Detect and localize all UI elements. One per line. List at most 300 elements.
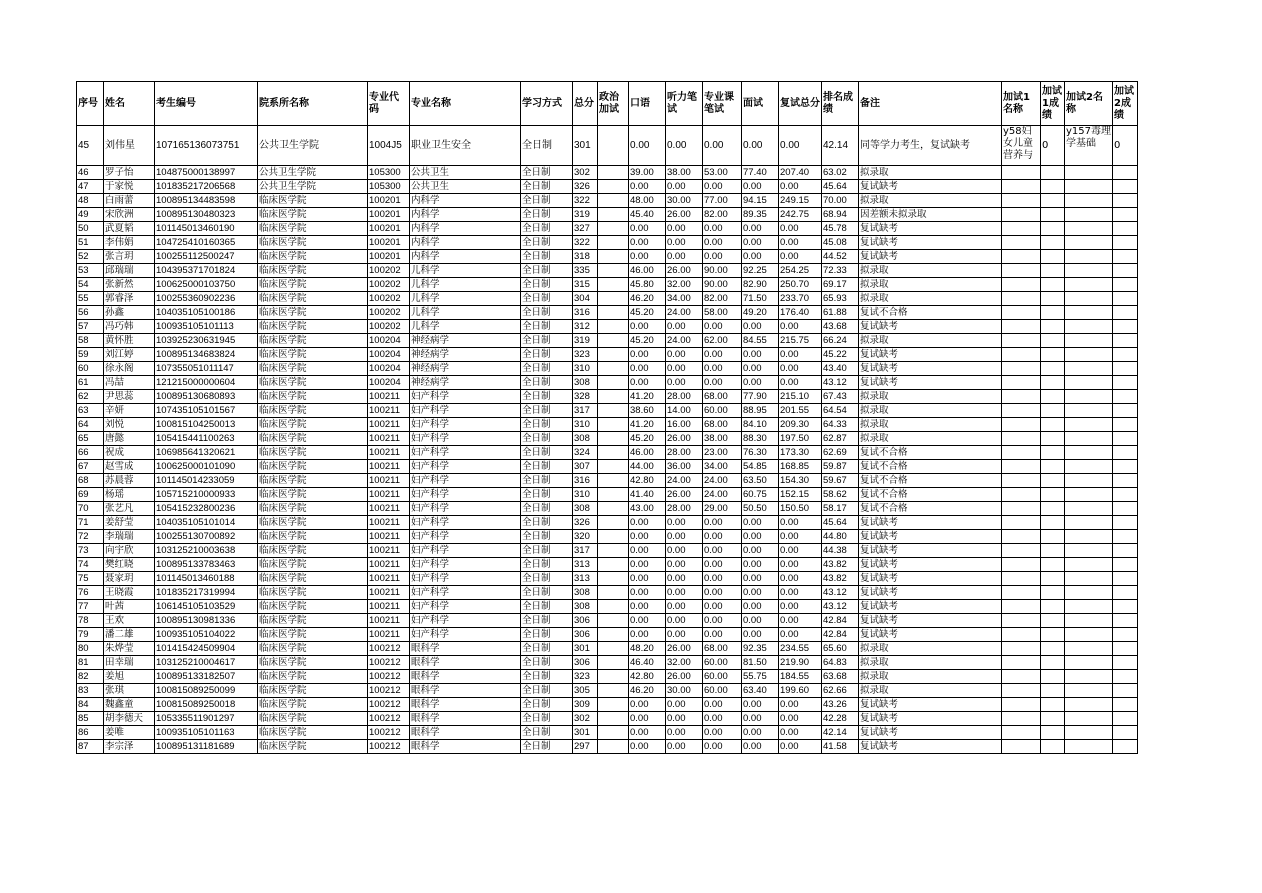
table-cell: 106145105103529	[155, 600, 258, 614]
table-cell	[1041, 600, 1065, 614]
table-cell: 215.75	[779, 334, 822, 348]
table-cell: 1004J5	[368, 126, 410, 166]
table-cell: 70.00	[822, 194, 859, 208]
table-cell: 0.00	[629, 376, 666, 390]
table-cell: 197.50	[779, 432, 822, 446]
table-cell: 0.00	[629, 126, 666, 166]
table-cell: 复试缺考	[859, 222, 1002, 236]
table-cell: 儿科学	[410, 320, 521, 334]
table-cell: 46	[77, 166, 104, 180]
table-cell	[1041, 208, 1065, 222]
table-cell: 拟录取	[859, 656, 1002, 670]
table-cell: 0.00	[742, 530, 779, 544]
admission-results-table	[76, 81, 1138, 754]
table-cell: 75	[77, 572, 104, 586]
table-header-row	[77, 82, 1138, 126]
table-cell: 临床医学院	[258, 362, 368, 376]
table-cell	[1113, 460, 1138, 474]
table-cell: 105715210000933	[155, 488, 258, 502]
table-cell: 拟录取	[859, 194, 1002, 208]
table-cell: 全日制	[521, 628, 573, 642]
table-cell: 100202	[368, 264, 410, 278]
table-cell: 101145014233059	[155, 474, 258, 488]
table-cell: 82.00	[703, 292, 742, 306]
table-cell: 100895130981336	[155, 614, 258, 628]
table-cell: 全日制	[521, 126, 573, 166]
table-cell: 24.00	[666, 334, 703, 348]
table-cell: 101145013460188	[155, 572, 258, 586]
table-cell: 0.00	[666, 726, 703, 740]
table-cell: 0.00	[779, 376, 822, 390]
table-cell: 42.14	[822, 726, 859, 740]
table-cell: 0.00	[779, 250, 822, 264]
table-cell: 王晓霞	[104, 586, 155, 600]
table-cell: 临床医学院	[258, 404, 368, 418]
table-cell: 0.00	[742, 376, 779, 390]
table-cell	[1041, 320, 1065, 334]
table-cell	[1002, 320, 1041, 334]
table-cell: 55.75	[742, 670, 779, 684]
table-cell: 42.14	[822, 126, 859, 166]
table-cell: 孙鑫	[104, 306, 155, 320]
table-cell: 0.00	[779, 698, 822, 712]
table-cell: 妇产科学	[410, 558, 521, 572]
table-cell: 105300	[368, 180, 410, 194]
table-cell	[1041, 516, 1065, 530]
table-cell	[598, 320, 629, 334]
table-cell	[1065, 726, 1113, 740]
table-cell: 101835217206568	[155, 180, 258, 194]
table-cell	[1065, 698, 1113, 712]
table-row	[77, 726, 1138, 740]
table-cell: 43.12	[822, 600, 859, 614]
table-cell: 173.30	[779, 446, 822, 460]
table-cell: 0.00	[703, 126, 742, 166]
column-header: 加试1成绩	[1041, 82, 1065, 126]
table-cell	[1002, 474, 1041, 488]
table-cell	[1065, 474, 1113, 488]
table-cell: 0.00	[779, 320, 822, 334]
table-row	[77, 222, 1138, 236]
table-cell	[1041, 698, 1065, 712]
table-cell: 323	[573, 670, 598, 684]
table-cell: 复试缺考	[859, 180, 1002, 194]
table-cell: 73	[77, 544, 104, 558]
table-cell: 临床医学院	[258, 292, 368, 306]
table-cell: 45.64	[822, 516, 859, 530]
table-cell: 0.00	[629, 740, 666, 754]
table-cell: 0.00	[666, 126, 703, 166]
table-cell: 39.00	[629, 166, 666, 180]
table-cell: 234.55	[779, 642, 822, 656]
table-cell: 100201	[368, 208, 410, 222]
table-cell: 100211	[368, 502, 410, 516]
table-cell: 公共卫生学院	[258, 166, 368, 180]
table-cell: 眼科学	[410, 670, 521, 684]
table-cell	[1002, 600, 1041, 614]
table-cell: 72.33	[822, 264, 859, 278]
table-cell: 100211	[368, 488, 410, 502]
table-cell: 0.00	[779, 586, 822, 600]
table-cell: 全日制	[521, 530, 573, 544]
table-cell: 61	[77, 376, 104, 390]
table-cell	[1113, 698, 1138, 712]
table-cell: 48.00	[629, 194, 666, 208]
table-cell: 内科学	[410, 208, 521, 222]
table-row	[77, 432, 1138, 446]
table-cell: 0.00	[703, 544, 742, 558]
table-cell: 100211	[368, 404, 410, 418]
table-cell: 100815089250018	[155, 698, 258, 712]
table-cell	[1113, 614, 1138, 628]
table-cell: 儿科学	[410, 278, 521, 292]
table-cell: 63.50	[742, 474, 779, 488]
table-cell: 全日制	[521, 194, 573, 208]
table-cell: 45	[77, 126, 104, 166]
table-cell: 眼科学	[410, 642, 521, 656]
table-cell: 100202	[368, 292, 410, 306]
table-cell: 59	[77, 348, 104, 362]
table-cell: 322	[573, 236, 598, 250]
table-cell	[1065, 418, 1113, 432]
table-cell: 复试不合格	[859, 488, 1002, 502]
table-cell: 公共卫生	[410, 180, 521, 194]
table-cell: 45.64	[822, 180, 859, 194]
table-cell: 307	[573, 460, 598, 474]
table-row	[77, 502, 1138, 516]
table-cell: 49.20	[742, 306, 779, 320]
table-cell: 48	[77, 194, 104, 208]
table-cell: 神经病学	[410, 362, 521, 376]
table-cell: 0.00	[703, 614, 742, 628]
table-cell: 100211	[368, 544, 410, 558]
table-cell: 63.68	[822, 670, 859, 684]
table-cell: 69	[77, 488, 104, 502]
table-cell: 向宇欣	[104, 544, 155, 558]
table-cell: 0.00	[779, 572, 822, 586]
table-cell: 0.00	[629, 530, 666, 544]
table-cell: 107165136073751	[155, 126, 258, 166]
table-cell: 妇产科学	[410, 600, 521, 614]
table-cell: 184.55	[779, 670, 822, 684]
table-cell: 全日制	[521, 572, 573, 586]
table-cell: 职业卫生安全	[410, 126, 521, 166]
table-cell	[1065, 712, 1113, 726]
table-cell: 233.70	[779, 292, 822, 306]
table-cell: 0.00	[779, 180, 822, 194]
table-cell	[1002, 404, 1041, 418]
table-cell	[1113, 236, 1138, 250]
table-cell: 304	[573, 292, 598, 306]
table-cell	[1113, 306, 1138, 320]
table-row	[77, 516, 1138, 530]
table-cell: 64.33	[822, 418, 859, 432]
table-cell	[1041, 726, 1065, 740]
table-cell: 104875000138997	[155, 166, 258, 180]
column-header: 姓名	[104, 82, 155, 126]
table-cell: 104725410160365	[155, 236, 258, 250]
table-cell: 0.00	[779, 544, 822, 558]
table-cell: 326	[573, 180, 598, 194]
table-cell	[1113, 348, 1138, 362]
column-header: 序号	[77, 82, 104, 126]
table-cell: 妇产科学	[410, 488, 521, 502]
table-cell: 53	[77, 264, 104, 278]
table-cell	[1041, 334, 1065, 348]
table-cell: 李宗泽	[104, 740, 155, 754]
table-cell: 23.00	[703, 446, 742, 460]
table-cell	[598, 530, 629, 544]
table-cell: 复试缺考	[859, 558, 1002, 572]
table-cell	[598, 446, 629, 460]
table-cell: 全日制	[521, 180, 573, 194]
table-cell	[1041, 628, 1065, 642]
table-cell: 107435105101567	[155, 404, 258, 418]
table-cell	[1002, 432, 1041, 446]
table-cell: 0.00	[629, 320, 666, 334]
table-cell: 74	[77, 558, 104, 572]
table-cell: 100212	[368, 740, 410, 754]
table-cell: 316	[573, 306, 598, 320]
table-cell: 0	[1113, 126, 1138, 166]
table-cell: 妇产科学	[410, 530, 521, 544]
table-cell: 临床医学院	[258, 208, 368, 222]
table-row	[77, 334, 1138, 348]
table-cell: 32.00	[666, 656, 703, 670]
table-cell: 全日制	[521, 418, 573, 432]
table-cell: 313	[573, 572, 598, 586]
table-cell: 150.50	[779, 502, 822, 516]
table-cell: 妇产科学	[410, 586, 521, 600]
table-cell: 77.00	[703, 194, 742, 208]
table-cell	[1002, 446, 1041, 460]
table-cell: 63	[77, 404, 104, 418]
table-cell: 临床医学院	[258, 334, 368, 348]
table-cell: 100625000101090	[155, 460, 258, 474]
table-cell: 0.00	[742, 362, 779, 376]
table-cell: 儿科学	[410, 292, 521, 306]
table-cell	[1065, 166, 1113, 180]
table-cell	[1002, 362, 1041, 376]
table-cell: 308	[573, 600, 598, 614]
table-cell	[598, 166, 629, 180]
table-cell: 30.00	[666, 684, 703, 698]
table-cell: 复试缺考	[859, 628, 1002, 642]
table-cell: 62.87	[822, 432, 859, 446]
table-row	[77, 348, 1138, 362]
table-row	[77, 600, 1138, 614]
table-cell	[598, 348, 629, 362]
table-cell: 209.30	[779, 418, 822, 432]
table-cell: 复试不合格	[859, 460, 1002, 474]
table-cell: 100935105101163	[155, 726, 258, 740]
table-cell: 0.00	[703, 180, 742, 194]
table-cell: 69.17	[822, 278, 859, 292]
table-cell	[1065, 334, 1113, 348]
column-header: 政治加试	[598, 82, 629, 126]
table-cell: 46.00	[629, 264, 666, 278]
table-cell	[1113, 208, 1138, 222]
table-cell	[1041, 278, 1065, 292]
table-cell: 拟录取	[859, 334, 1002, 348]
table-cell: 0.00	[703, 362, 742, 376]
table-cell: 34.00	[666, 292, 703, 306]
table-cell: 0.00	[703, 726, 742, 740]
table-cell: 0.00	[779, 628, 822, 642]
table-cell: 妇产科学	[410, 404, 521, 418]
table-cell: 公共卫生学院	[258, 126, 368, 166]
table-cell: 64.83	[822, 656, 859, 670]
table-cell	[598, 586, 629, 600]
table-cell: 临床医学院	[258, 628, 368, 642]
table-row	[77, 698, 1138, 712]
table-cell: 全日制	[521, 656, 573, 670]
table-cell: 55	[77, 292, 104, 306]
table-cell: 50	[77, 222, 104, 236]
table-cell	[598, 250, 629, 264]
table-cell: 42.84	[822, 628, 859, 642]
table-cell: 0.00	[742, 698, 779, 712]
table-cell: 潘二雄	[104, 628, 155, 642]
table-cell: 319	[573, 208, 598, 222]
table-cell: 24.00	[666, 474, 703, 488]
table-cell: 302	[573, 712, 598, 726]
table-cell	[1065, 488, 1113, 502]
table-cell: 拟录取	[859, 166, 1002, 180]
table-cell: 0.00	[742, 222, 779, 236]
table-cell: 临床医学院	[258, 306, 368, 320]
table-row	[77, 586, 1138, 600]
table-cell: 妇产科学	[410, 628, 521, 642]
table-cell: 88.30	[742, 432, 779, 446]
table-cell: 临床医学院	[258, 488, 368, 502]
table-cell	[1002, 334, 1041, 348]
table-cell: 胡李德天	[104, 712, 155, 726]
table-row	[77, 208, 1138, 222]
table-cell: 内科学	[410, 250, 521, 264]
table-row	[77, 306, 1138, 320]
table-cell	[1113, 572, 1138, 586]
table-cell: 63.02	[822, 166, 859, 180]
table-row	[77, 250, 1138, 264]
table-cell	[598, 278, 629, 292]
table-cell: 0.00	[703, 628, 742, 642]
table-cell: 84	[77, 698, 104, 712]
table-cell	[1002, 236, 1041, 250]
table-cell: 临床医学院	[258, 712, 368, 726]
table-cell: 41.20	[629, 418, 666, 432]
table-cell	[598, 670, 629, 684]
table-cell	[598, 306, 629, 320]
table-cell: 0.00	[666, 600, 703, 614]
table-cell: 临床医学院	[258, 572, 368, 586]
table-cell: 临床医学院	[258, 502, 368, 516]
table-cell: 45.80	[629, 278, 666, 292]
table-cell	[1041, 376, 1065, 390]
table-cell	[1113, 320, 1138, 334]
table-cell	[1041, 418, 1065, 432]
table-cell: 全日制	[521, 278, 573, 292]
column-header: 专业课笔试	[703, 82, 742, 126]
table-cell: 苏晨蓉	[104, 474, 155, 488]
table-cell	[598, 712, 629, 726]
table-cell: 临床医学院	[258, 264, 368, 278]
table-cell: 100212	[368, 642, 410, 656]
table-cell: 327	[573, 222, 598, 236]
table-cell: 100202	[368, 306, 410, 320]
table-cell: 103925230631945	[155, 334, 258, 348]
table-cell	[1002, 586, 1041, 600]
table-cell: 0.00	[742, 544, 779, 558]
table-cell: 妇产科学	[410, 614, 521, 628]
table-cell: 赵雪成	[104, 460, 155, 474]
column-header: 加试2成绩	[1113, 82, 1138, 126]
table-cell: 妇产科学	[410, 446, 521, 460]
table-cell: 201.55	[779, 404, 822, 418]
table-cell	[1065, 614, 1113, 628]
table-cell: 全日制	[521, 684, 573, 698]
table-cell: 46.00	[629, 446, 666, 460]
table-cell: 302	[573, 166, 598, 180]
table-cell: 0.00	[742, 348, 779, 362]
table-cell: 0.00	[666, 698, 703, 712]
table-cell	[1065, 404, 1113, 418]
table-cell	[1065, 376, 1113, 390]
table-cell: 叶茜	[104, 600, 155, 614]
table-cell: 妇产科学	[410, 502, 521, 516]
table-cell	[1041, 264, 1065, 278]
table-cell: 297	[573, 740, 598, 754]
table-cell	[1041, 586, 1065, 600]
table-cell: 全日制	[521, 306, 573, 320]
table-cell	[1065, 628, 1113, 642]
table-cell: 207.40	[779, 166, 822, 180]
table-cell: 100211	[368, 460, 410, 474]
table-cell: 临床医学院	[258, 656, 368, 670]
table-cell: 52	[77, 250, 104, 264]
table-cell: 219.90	[779, 656, 822, 670]
table-cell	[1113, 278, 1138, 292]
table-cell: 42.28	[822, 712, 859, 726]
table-row	[77, 558, 1138, 572]
table-cell: 26.00	[666, 488, 703, 502]
table-cell: 临床医学院	[258, 194, 368, 208]
table-cell: 魏鑫童	[104, 698, 155, 712]
table-cell: 100201	[368, 236, 410, 250]
table-cell: 26.00	[666, 670, 703, 684]
table-cell: 0.00	[779, 614, 822, 628]
table-cell: 复试缺考	[859, 348, 1002, 362]
table-cell: 0.00	[742, 740, 779, 754]
table-cell: 冯喆	[104, 376, 155, 390]
table-cell: 全日制	[521, 166, 573, 180]
table-cell: 临床医学院	[258, 726, 368, 740]
table-cell: 复试缺考	[859, 250, 1002, 264]
table-cell: 郭睿泽	[104, 292, 155, 306]
table-cell: 武夏韬	[104, 222, 155, 236]
table-cell: 107355051011147	[155, 362, 258, 376]
table-cell	[1065, 292, 1113, 306]
table-cell: 323	[573, 348, 598, 362]
table-cell: 0.00	[703, 348, 742, 362]
table-cell: 85	[77, 712, 104, 726]
table-cell: 全日制	[521, 558, 573, 572]
table-cell: 0.00	[742, 600, 779, 614]
table-cell: 0.00	[779, 530, 822, 544]
table-cell: 临床医学院	[258, 740, 368, 754]
table-cell: 308	[573, 376, 598, 390]
table-cell	[1041, 250, 1065, 264]
